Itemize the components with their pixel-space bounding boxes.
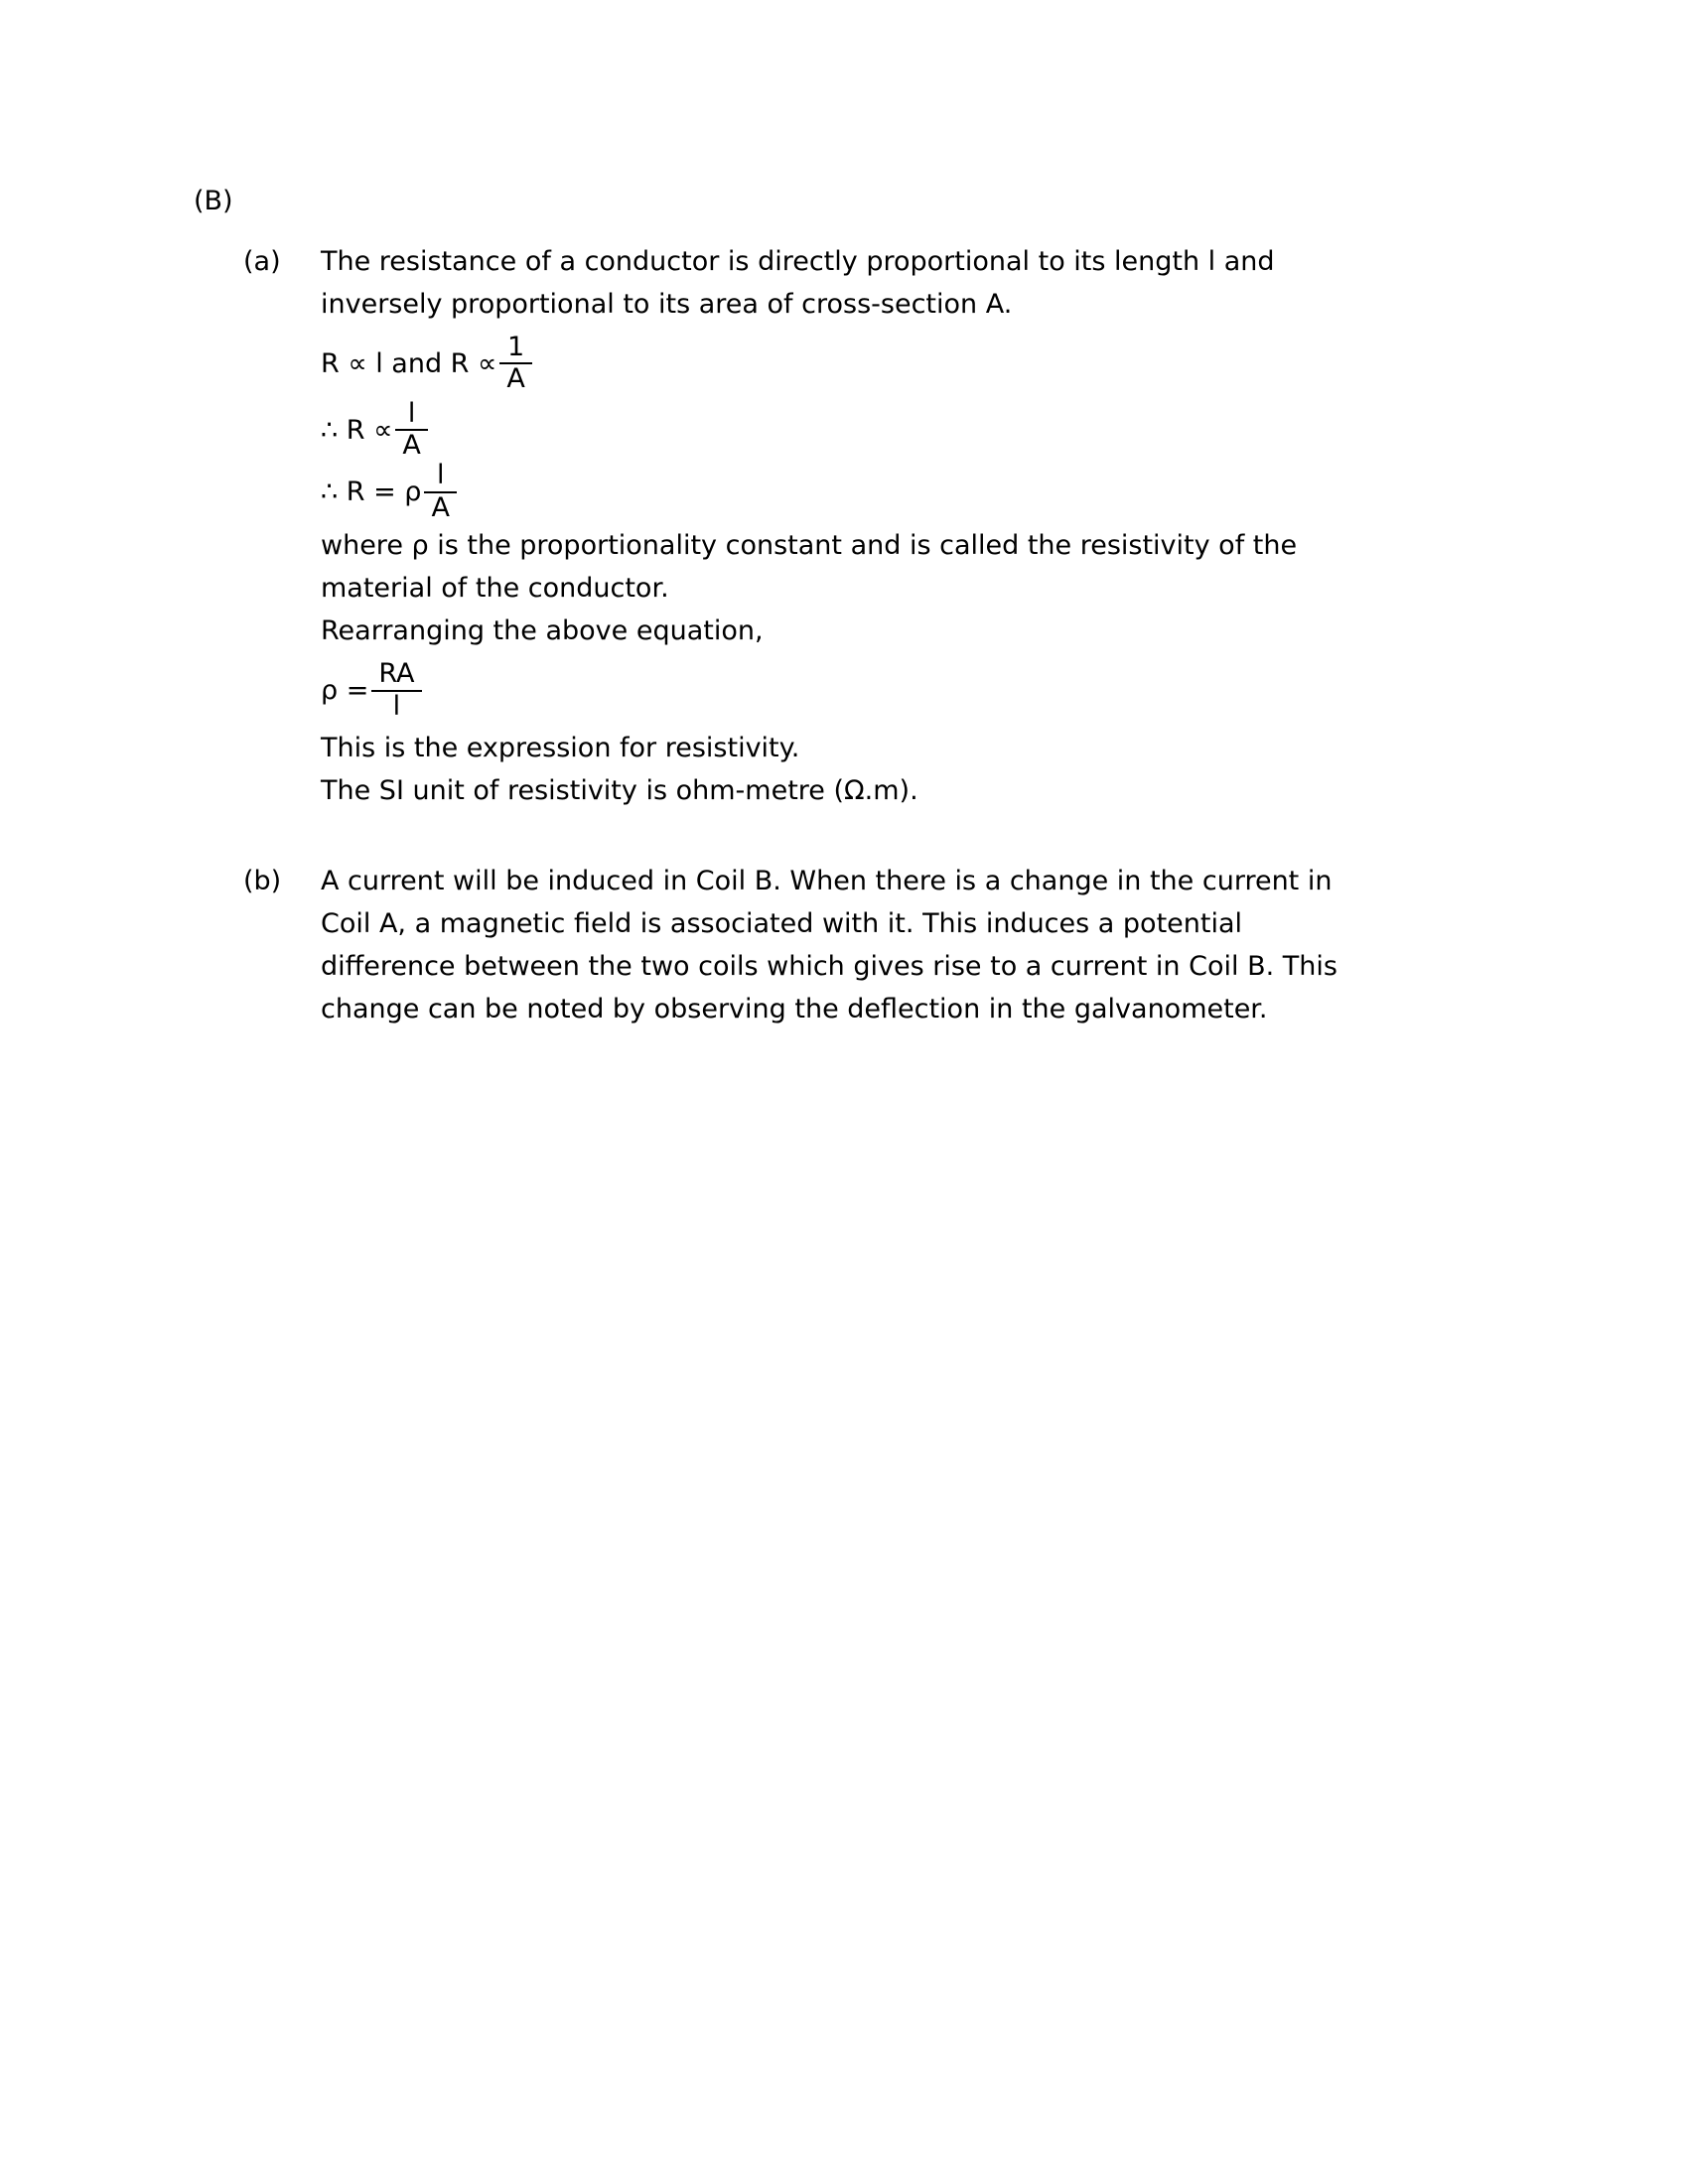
part-a-intro-line-2: inversely proportional to its area of cross-section A. (321, 289, 1013, 321)
equation-4-fraction (371, 660, 421, 721)
part-b-line-2: Coil A, a magnetic field is associated with it. This induces a potential (321, 907, 1243, 939)
equation-2-fraction (395, 397, 427, 462)
part-a-marker: (a) (243, 246, 281, 278)
equation-2-numerator: l (407, 397, 416, 429)
equation-r-prop-l-over-a (321, 397, 1504, 462)
equation-r-equals-rho-l-over-a (321, 462, 1504, 522)
equation-1-fraction (499, 334, 531, 394)
part-a-expression-line: This is the expression for resistivity. (321, 732, 800, 763)
equation-2-denominator: A (402, 430, 421, 462)
equation-rho-equals-ra-over-l (321, 660, 1504, 721)
part-a-body (321, 240, 1504, 812)
part-a-rearrange-line: Rearranging the above equation, (321, 615, 764, 647)
part-spacer (194, 812, 1504, 860)
equation-4-denominator: l (392, 690, 401, 722)
equation-r-prop-l (321, 334, 1504, 394)
part-b-marker: (b) (243, 865, 282, 896)
equation-3-lhs: ∴ R = ρ (321, 477, 422, 508)
document-content (194, 184, 1504, 1030)
part-a-where-line-2: material of the conductor. (321, 573, 669, 605)
equation-3-denominator: A (431, 491, 450, 523)
part-a-intro-line-1: The resistance of a conductor is directly proportional to its length l and (321, 246, 1275, 278)
part-a-si-unit-line: The SI unit of resistivity is ohm-metre (Ω.m). (321, 774, 918, 806)
part-b-line-4: change can be noted by observing the deflection in the galvanometer. (321, 993, 1268, 1024)
section-label-b: (B) (194, 186, 233, 216)
equation-4-numerator: RA (378, 658, 415, 690)
equation-1-lhs: R ∝ l and R ∝ (321, 347, 497, 379)
equation-4-lhs: ρ = (321, 675, 369, 706)
part-b-line-1: A current will be induced in Coil B. When there is a change in the current in (321, 865, 1333, 896)
answer-part-b (243, 860, 1504, 1030)
part-b-body (321, 860, 1504, 1030)
part-b-line-3: difference between the two coils which gives rise to a current in Coil B. This (321, 950, 1337, 982)
part-a-where-line-1: where ρ is the proportionality constant and is called the resistivity of the (321, 530, 1298, 562)
answer-part-a (243, 240, 1504, 812)
equation-3-numerator: l (436, 460, 445, 491)
equation-1-numerator: 1 (506, 332, 525, 363)
equation-2-lhs: ∴ R ∝ (321, 414, 393, 446)
equation-3-fraction (424, 462, 456, 522)
equation-1-denominator: A (506, 363, 525, 395)
